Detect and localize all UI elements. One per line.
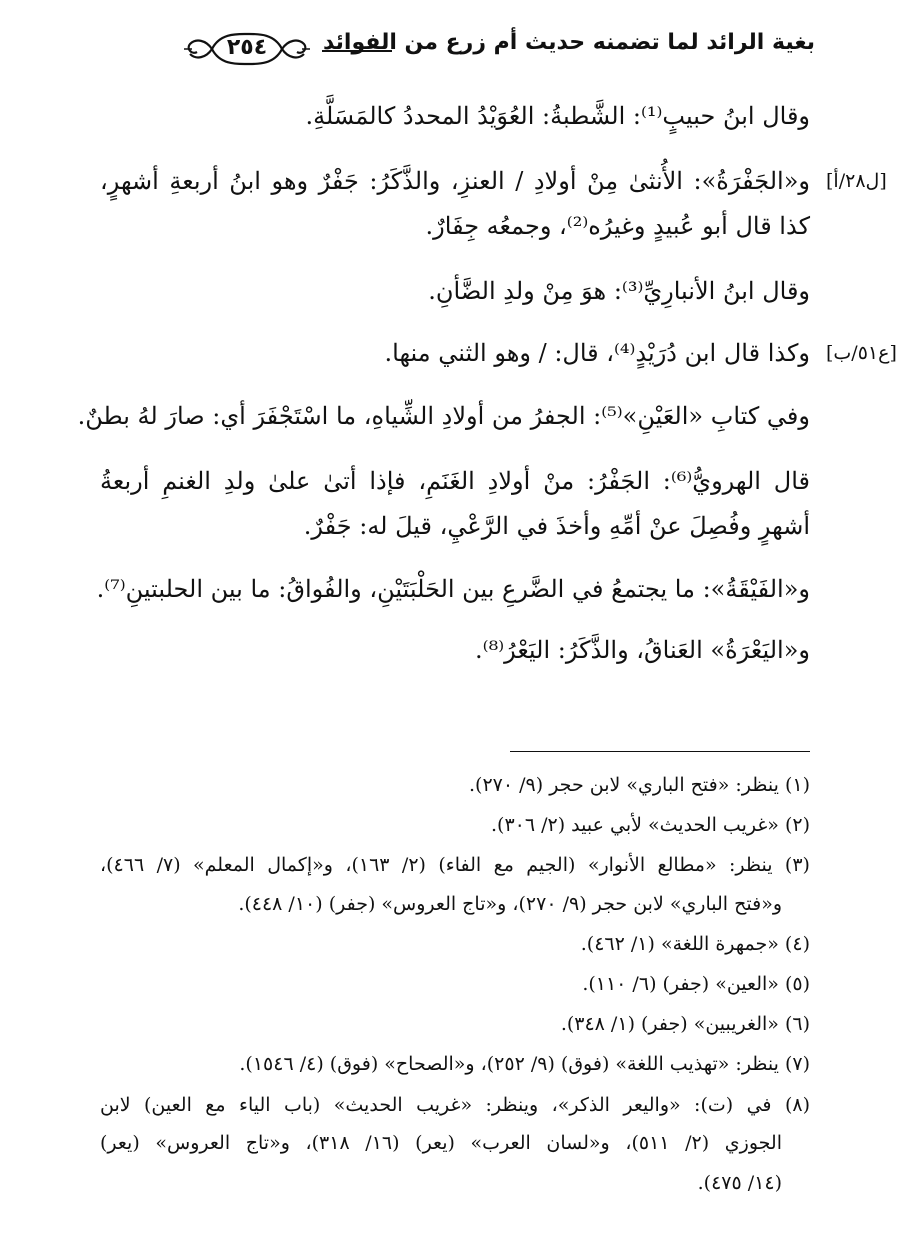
footnote-line: (١) ينظر: «فتح الباري» لابن حجر (٩/ ٢٧٠). xyxy=(469,774,810,796)
footnote-line: (٢) «غريب الحديث» لأبي عبيد (٢/ ٣٠٦). xyxy=(490,814,810,836)
body-line: و«اليَعْرَةُ» العَناقُ، والذَّكَرُ: اليَعْرُ⁽⁸⁾. xyxy=(475,636,810,664)
manuscript-folio-ref: [ع٥١/ب] xyxy=(826,342,897,364)
body-line: وفي كتابِ «العَيْنِ»⁽⁵⁾: الجفرُ من أولادِ الشِّياهِ، ما اسْتَجْفَرَ أي: صارَ لهُ بطنٌ. xyxy=(77,402,810,430)
footnote-line: (٦) «الغريبين» (جفر) (١/ ٣٤٨). xyxy=(560,1013,810,1035)
body-line: وقال ابنُ حبيبٍ⁽¹⁾: الشَّطبةُ: العُوَيْدُ المحددُ كالمَسَلَّةِ. xyxy=(305,102,810,130)
page-header xyxy=(90,28,815,70)
footnote-line: (٣) ينظر: «مطالع الأنوار» (الجيم مع الفاء) (٢/ ١٦٣)، و«إكمال المعلم» (٧/ ٤٦٦)، xyxy=(100,854,810,876)
footnote-separator xyxy=(510,751,810,752)
body-line: و«الفَيْقَةُ»: ما يجتمعُ في الضَّرعِ بين الحَلْبَتَيْنِ، والفُواقُ: ما بين الحلبتينِ⁽⁷⁾. xyxy=(96,575,810,603)
running-title: بغية الرائد لما تضمنه حديث أم زرع من الفوائد xyxy=(322,30,815,55)
manuscript-folio-ref: [ل٢٨/أ] xyxy=(826,170,887,192)
footnote-line: (٧) ينظر: «تهذيب اللغة» (فوق) (٩/ ٢٥٢)، و«الصحاح» (فوق) (٤/ ١٥٤٦). xyxy=(239,1053,810,1075)
page-number: ٢٥٤ xyxy=(226,35,268,60)
footnote-line: و«فتح الباري» لابن حجر (٩/ ٢٧٠)، و«تاج العروس» (جفر) (١٠/ ٤٤٨). xyxy=(238,893,782,915)
footnote-line: (٥) «العين» (جفر) (٦/ ١١٠). xyxy=(582,973,810,995)
footnote-line: (٨) في (ت): «واليعر الذكر»، وينظر: «غريب الحديث» (باب الياء مع العين) لابن xyxy=(100,1094,810,1116)
footnote-line: (٤) «جمهرة اللغة» (١/ ٤٦٢). xyxy=(580,933,810,955)
body-line: و«الجَفْرَةُ»: الأُنثىٰ مِنْ أولادِ / العنزِ، والذَّكَرُ: جَفْرٌ وهو ابنُ أربعةِ أشهرٍ، xyxy=(100,167,810,195)
body-line: وكذا قال ابن دُرَيْدٍ⁽⁴⁾، قال: / وهو الثني منها. xyxy=(384,339,810,367)
header-rule xyxy=(322,50,392,52)
body-line: أشهرٍ وفُصِلَ عنْ أمِّهِ وأخذَ في الرَّعْيِ، قيلَ له: جَفْرٌ. xyxy=(303,512,810,540)
body-line: قال الهرويُّ⁽⁶⁾: الجَفْرُ: منْ أولادِ الغَنَمِ، فإذا أتىٰ علىٰ ولدِ الغنمِ أربعةُ xyxy=(100,467,810,495)
footnote-line: الجوزي (٢/ ٥١١)، و«لسان العرب» (يعر) (١٦/ ٣١٨)، و«تاج العروس» (يعر) xyxy=(100,1132,782,1154)
footnote-line: (١٤/ ٤٧٥). xyxy=(697,1172,782,1194)
body-line: وقال ابنُ الأنبارِيِّ⁽³⁾: هوَ مِنْ ولدِ الضَّأنِ. xyxy=(428,277,810,305)
body-line: كذا قال أبو عُبيدٍ وغيرُه⁽²⁾، وجمعُه جِفَارٌ. xyxy=(425,212,810,240)
